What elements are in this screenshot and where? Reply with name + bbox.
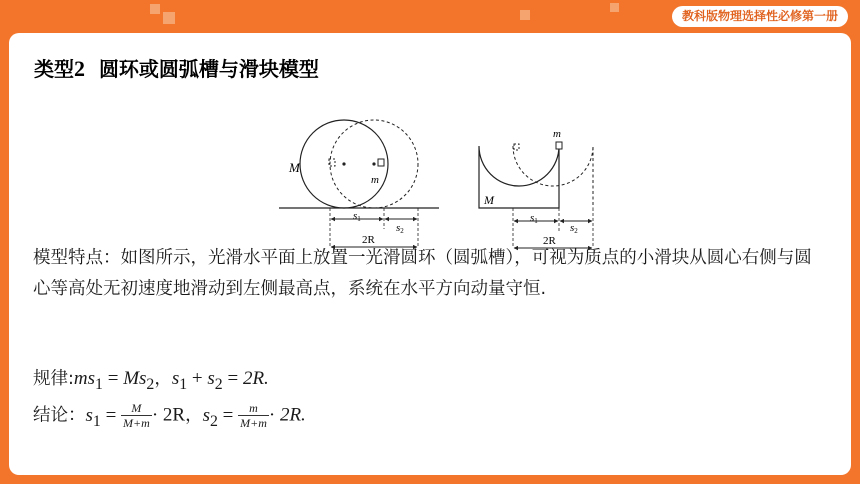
label-2R-right: 2R [543,235,556,247]
slide-content [9,33,851,475]
label-s2-right: s2 [570,222,578,235]
page-title [34,53,319,82]
decorative-square [150,4,160,14]
conclusion-label: 结论： [33,405,86,426]
title-number: 2 [74,56,85,81]
title-prefix: 类型 [34,57,74,81]
label-M-right: M [484,193,494,207]
groove-final [513,146,593,208]
label-m-right: m [553,128,561,140]
law-equation: 规律$:ms_1 = Ms_2$，$s_1 + s_2 = 2R$. [33,368,269,393]
slider-block [378,159,384,166]
conclusion-equation: 结论：$s_1$ = $\frac{M}{M+m}$ · 2R，$s_2$ = $\frac{m}{M+m}$ · 2R. [33,401,306,430]
slider-block-right-final [514,144,519,150]
label-s2-left: s2 [396,222,404,235]
course-badge: 教科版物理选择性必修第一册 [672,6,848,27]
law-label: 规律: [33,369,74,389]
label-M-left: M [289,160,300,175]
slider-block-right [556,142,562,149]
title-text: 圆环或圆弧槽与滑块模型 [98,57,319,81]
decorative-square [610,3,619,12]
decorative-square [520,10,530,20]
model-description: 模型特点：如图所示，光滑水平面上放置一光滑圆环（圆弧槽），可视为质点的小滑块从圆心右侧与圆心等高处无初速度地滑动到左侧最高点，系统在水平方向动量守恒. [33,248,812,299]
model-diagram [259,91,604,247]
ring-diagram [279,120,439,247]
label-2R-left: 2R [362,234,375,246]
fraction-M: $\frac{M}{M+m}$ [123,401,150,430]
decorative-square [163,12,175,24]
label-s1-left: s1 [353,210,361,223]
fraction-m: $\frac{m}{M+m}$ [240,401,267,430]
label-m-left: m [371,174,379,186]
label-s1-right: s1 [530,212,538,225]
